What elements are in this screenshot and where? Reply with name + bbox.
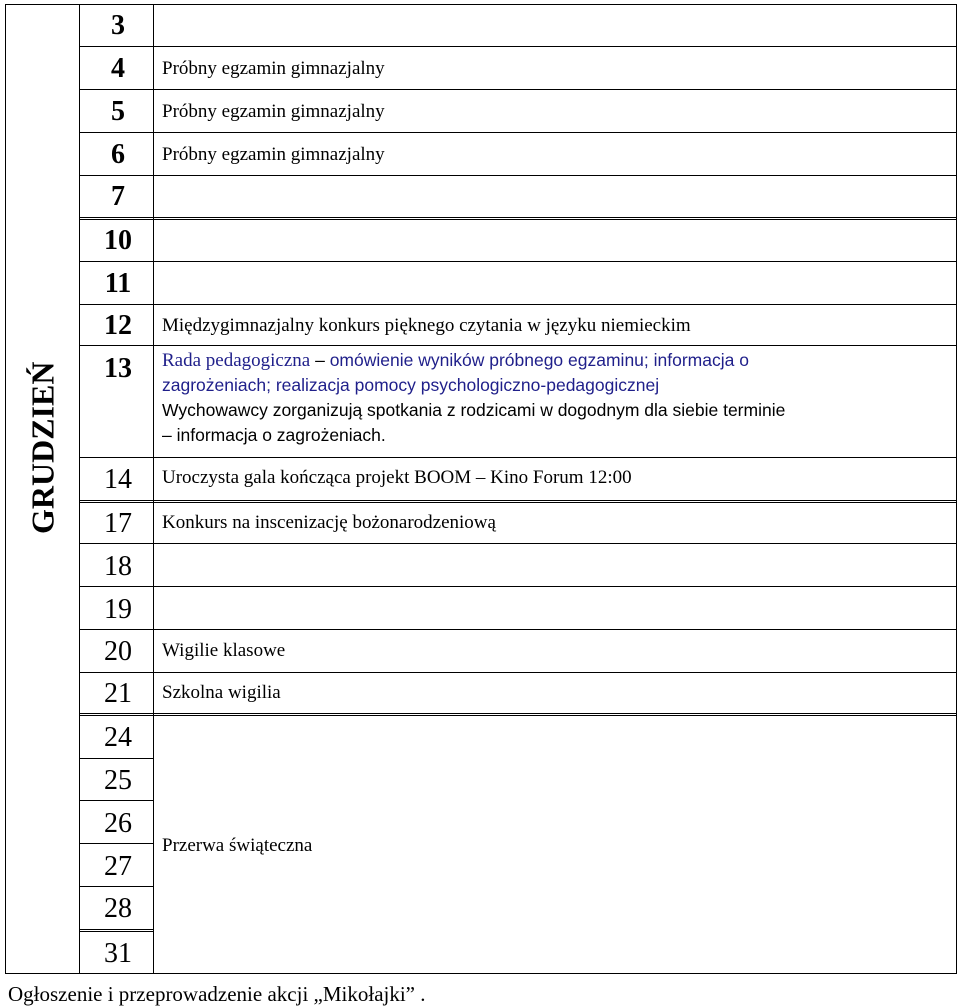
day-number: 27 — [104, 851, 132, 882]
row-divider — [80, 304, 957, 305]
day-number: 19 — [104, 594, 132, 625]
event-text-block: Rada pedagogiczna – omówienie wyników próbnego egzaminu; informacja o zagrożeniach; realizacja pomocy psychologiczno-pedagogicznej Wychowawcy zorganizują spotkania z rodzicami w dogodnym dla siebie terminie – informacja o zagrożeniach. — [162, 350, 786, 445]
row-divider — [80, 261, 957, 262]
event-text: Uroczysta gala kończąca projekt BOOM – Kino Forum 12:00 — [162, 467, 632, 488]
day-number: 18 — [104, 551, 132, 582]
row-divider — [80, 89, 957, 90]
day-number: 25 — [104, 765, 132, 796]
row-divider — [80, 457, 957, 458]
row-divider — [80, 629, 957, 630]
day-number: 3 — [111, 10, 125, 41]
event-text: Próbny egzamin gimnazjalny — [162, 144, 385, 165]
day-number: 17 — [104, 508, 132, 539]
day-number: 6 — [111, 139, 125, 170]
day-number: 24 — [104, 722, 132, 753]
row-divider — [80, 345, 957, 346]
event-text: Szkolna wigilia — [162, 682, 281, 703]
month-column — [5, 4, 80, 974]
row-divider-double — [80, 713, 957, 716]
row-divider — [80, 843, 153, 844]
event-text: Próbny egzamin gimnazjalny — [162, 101, 385, 122]
event-text: Wigilie klasowe — [162, 640, 286, 661]
day-number: 31 — [104, 938, 132, 969]
day-number: 20 — [104, 636, 132, 667]
event-text: Konkurs na inscenizację bożonarodzeniową — [162, 512, 496, 533]
event-text: Międzygimnazjalny konkurs pięknego czytania w języku niemieckim — [162, 315, 691, 336]
row-divider — [80, 886, 153, 887]
day-number: 14 — [104, 464, 132, 495]
event-text: omówienie wyników próbnego egzaminu; informacja o — [329, 350, 749, 370]
day-number: 10 — [104, 225, 132, 256]
event-highlight: Rada pedagogiczna — [162, 350, 311, 371]
row-divider — [80, 758, 153, 759]
day-number: 28 — [104, 893, 132, 924]
row-divider-double — [80, 500, 957, 503]
day-number: 11 — [104, 268, 132, 299]
row-divider — [80, 132, 957, 133]
day-number: 5 — [111, 96, 125, 127]
event-text: Próbny egzamin gimnazjalny — [162, 58, 385, 79]
event-text: Wychowawcy zorganizują spotkania z rodzicami w dogodnym dla siebie terminie — [162, 400, 786, 420]
row-divider-double — [80, 217, 957, 220]
row-divider — [80, 800, 153, 801]
day-number: 13 — [104, 353, 132, 384]
month-label: GRUDZIEŃ — [24, 361, 61, 534]
row-divider — [80, 672, 957, 673]
event-text: Przerwa świąteczna — [162, 835, 313, 856]
row-divider-double — [80, 929, 153, 932]
day-number: 12 — [104, 310, 132, 341]
event-text: zagrożeniach; realizacja pomocy psychologiczno-pedagogicznej — [162, 375, 660, 395]
row-divider — [80, 46, 957, 47]
day-number: 21 — [104, 678, 132, 709]
row-divider — [80, 543, 957, 544]
row-divider — [80, 586, 957, 587]
row-divider — [80, 175, 957, 176]
day-number: 7 — [111, 181, 125, 212]
day-number: 4 — [111, 53, 125, 84]
event-text: informacja o zagrożeniach. — [176, 425, 386, 445]
day-number: 26 — [104, 808, 132, 839]
footer-note: Ogłoszenie i przeprowadzenie akcji „Mikołajki” . — [8, 982, 426, 1006]
